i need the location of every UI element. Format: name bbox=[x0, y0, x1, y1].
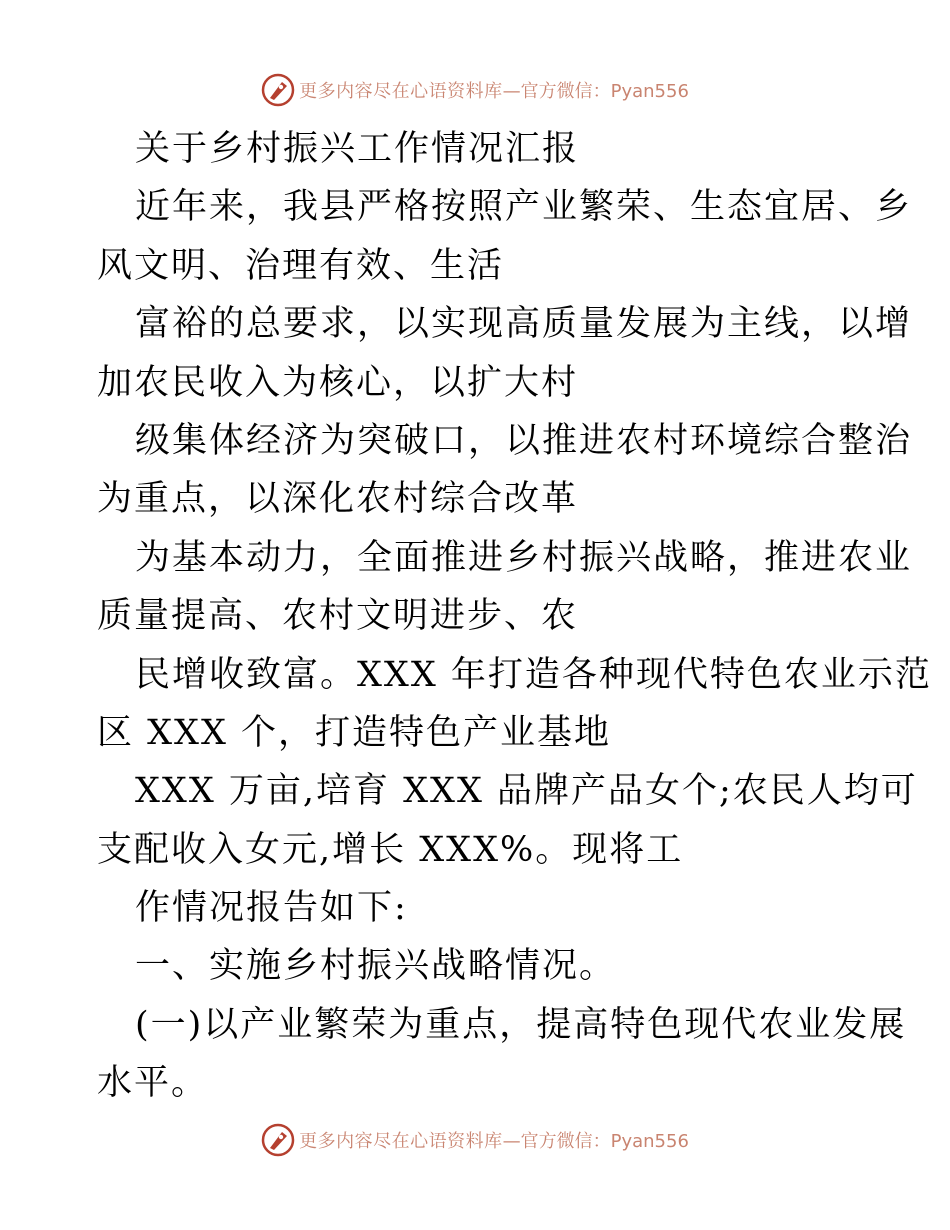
paragraph-line: 风文明、治理有效、生活 bbox=[97, 245, 505, 286]
paragraph-line: 支配收入女元,增长 XXX%。现将工 bbox=[97, 829, 684, 870]
subsection-heading: (一)以产业繁荣为重点，提高特色现代农业发展 bbox=[135, 1004, 907, 1045]
paragraph-line: 为重点，以深化农村综合改革 bbox=[97, 479, 579, 520]
header-watermark bbox=[0, 70, 950, 110]
document-body bbox=[97, 120, 932, 1113]
paragraph-line: XXX 万亩,培育 XXX 品牌产品女个;农民人均可 bbox=[135, 771, 918, 812]
paragraph-line: 质量提高、农村文明进步、农 bbox=[97, 596, 579, 637]
section-heading: 一、实施乡村振兴战略情况。 bbox=[135, 946, 617, 987]
paragraph-line: 为基本动力，全面推进乡村振兴战略，推进农业 bbox=[135, 537, 913, 578]
paragraph-line: 民增收致富。XXX 年打造各种现代特色农业示范 bbox=[135, 654, 932, 695]
document-title: 关于乡村振兴工作情况汇报 bbox=[135, 129, 580, 169]
paragraph-line: 区 XXX 个，打造特色产业基地 bbox=[97, 712, 612, 753]
watermark-promo-text: 更多内容尽在心语资料库 bbox=[299, 1131, 503, 1152]
pen-nib-circle-icon bbox=[261, 1123, 295, 1157]
pen-nib-circle-icon bbox=[261, 73, 295, 107]
watermark-contact-text: —官方微信：Pyan556 bbox=[502, 1131, 689, 1152]
paragraph-line: 级集体经济为突破口，以推进农村环境综合整治 bbox=[135, 420, 913, 461]
watermark-promo-text: 更多内容尽在心语资料库 bbox=[299, 81, 503, 102]
paragraph-line: 近年来，我县严格按照产业繁荣、生态宜居、乡 bbox=[135, 187, 913, 228]
paragraph-line: 富裕的总要求，以实现高质量发展为主线，以增 bbox=[135, 304, 913, 345]
footer-watermark bbox=[0, 1120, 950, 1160]
paragraph-line: 作情况报告如下: bbox=[135, 888, 408, 929]
watermark-contact-text: —官方微信：Pyan556 bbox=[502, 81, 689, 102]
paragraph-line: 水平。 bbox=[97, 1063, 209, 1104]
paragraph-line: 加农民收入为核心，以扩大村 bbox=[97, 362, 579, 403]
